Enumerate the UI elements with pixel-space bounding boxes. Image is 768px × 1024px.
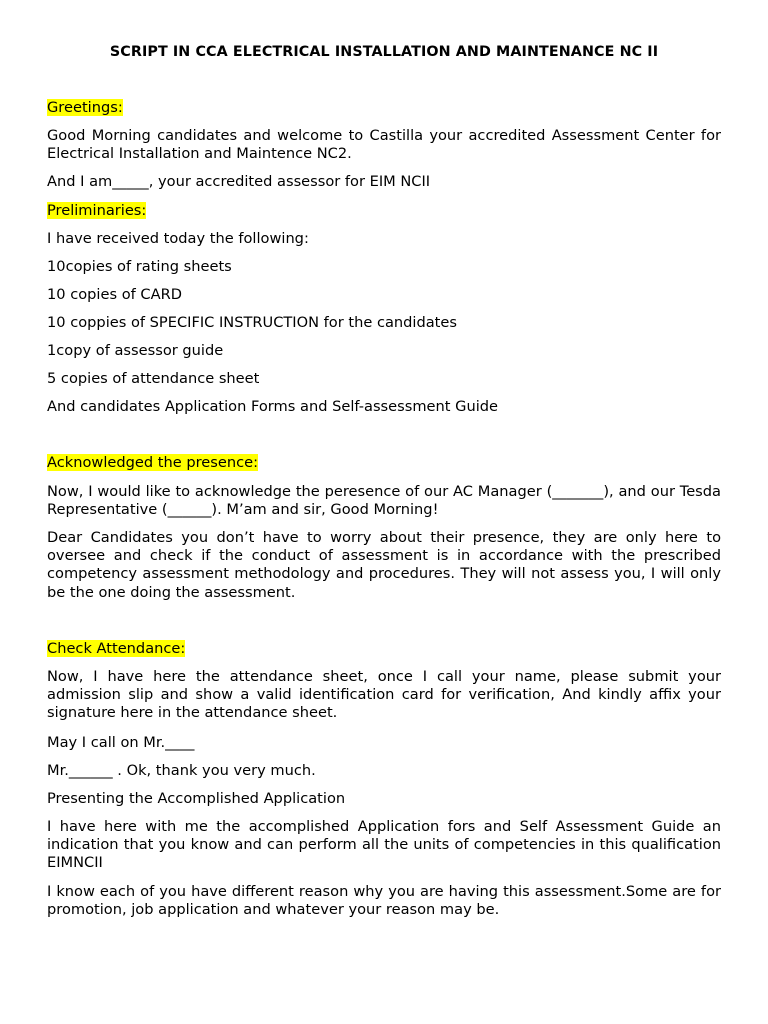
preliminaries-heading-text: Preliminaries: [47, 202, 147, 219]
greetings-heading [47, 99, 721, 117]
attendance-paragraph-2: May I call on Mr.____ [47, 734, 195, 751]
attendance-paragraph-3: Mr.______ . Ok, thank you very much. [47, 762, 316, 779]
attendance-paragraph-6: I know each of you have different reason why you are having this assessment.Some are for promotion, job application and whatever your reason may be. [47, 883, 721, 919]
acknowledge-paragraph-2: Dear Candidates you don’t have to worry about their presence, they are only here to oversee and check if the conduct of assessment is in accordance with the prescribed competency assessment methodology and procedures. They will not assess you, I will only be the one doing the assessment. [47, 529, 721, 601]
greetings-paragraph-2: And I am_____, your accredited assessor for EIM NCII [47, 173, 431, 190]
greetings-heading-text: Greetings: [47, 99, 123, 116]
acknowledge-heading-text: Acknowledged the presence: [47, 454, 259, 471]
preliminaries-item: 10 copies of CARD [47, 286, 182, 303]
document-title: SCRIPT IN CCA ELECTRICAL INSTALLATION AND MAINTENANCE NC II [109, 44, 659, 60]
preliminaries-item: 10 coppies of SPECIFIC INSTRUCTION for the candidates [47, 314, 457, 331]
attendance-paragraph-5: I have here with me the accomplished Application fors and Self Assessment Guide an indication that you know and can perform all the units of competencies in this qualification EIMNCII [47, 818, 721, 872]
preliminaries-item: I have received today the following: [47, 230, 309, 247]
preliminaries-item: And candidates Application Forms and Self-assessment Guide [47, 398, 498, 415]
attendance-heading-text: Check Attendance: [47, 640, 186, 657]
preliminaries-heading [47, 202, 721, 220]
greetings-paragraph-1: Good Morning candidates and welcome to Castilla your accredited Assessment Center for Electrical Installation and Maintence NC2. [47, 127, 721, 163]
acknowledge-heading [47, 454, 721, 472]
preliminaries-item: 5 copies of attendance sheet [47, 370, 260, 387]
attendance-paragraph-1: Now, I have here the attendance sheet, once I call your name, please submit your admission slip and show a valid identification card for verification, And kindly affix your signature here in the attendance sheet. [47, 668, 721, 722]
attendance-heading [47, 640, 721, 658]
preliminaries-item: 10copies of rating sheets [47, 258, 232, 275]
preliminaries-item: 1copy of assessor guide [47, 342, 224, 359]
attendance-paragraph-4: Presenting the Accomplished Application [47, 790, 346, 807]
acknowledge-paragraph-1: Now, I would like to acknowledge the peresence of our AC Manager (_______), and our Tesda Representative (______). M’am and sir, Good Morning! [47, 483, 721, 519]
